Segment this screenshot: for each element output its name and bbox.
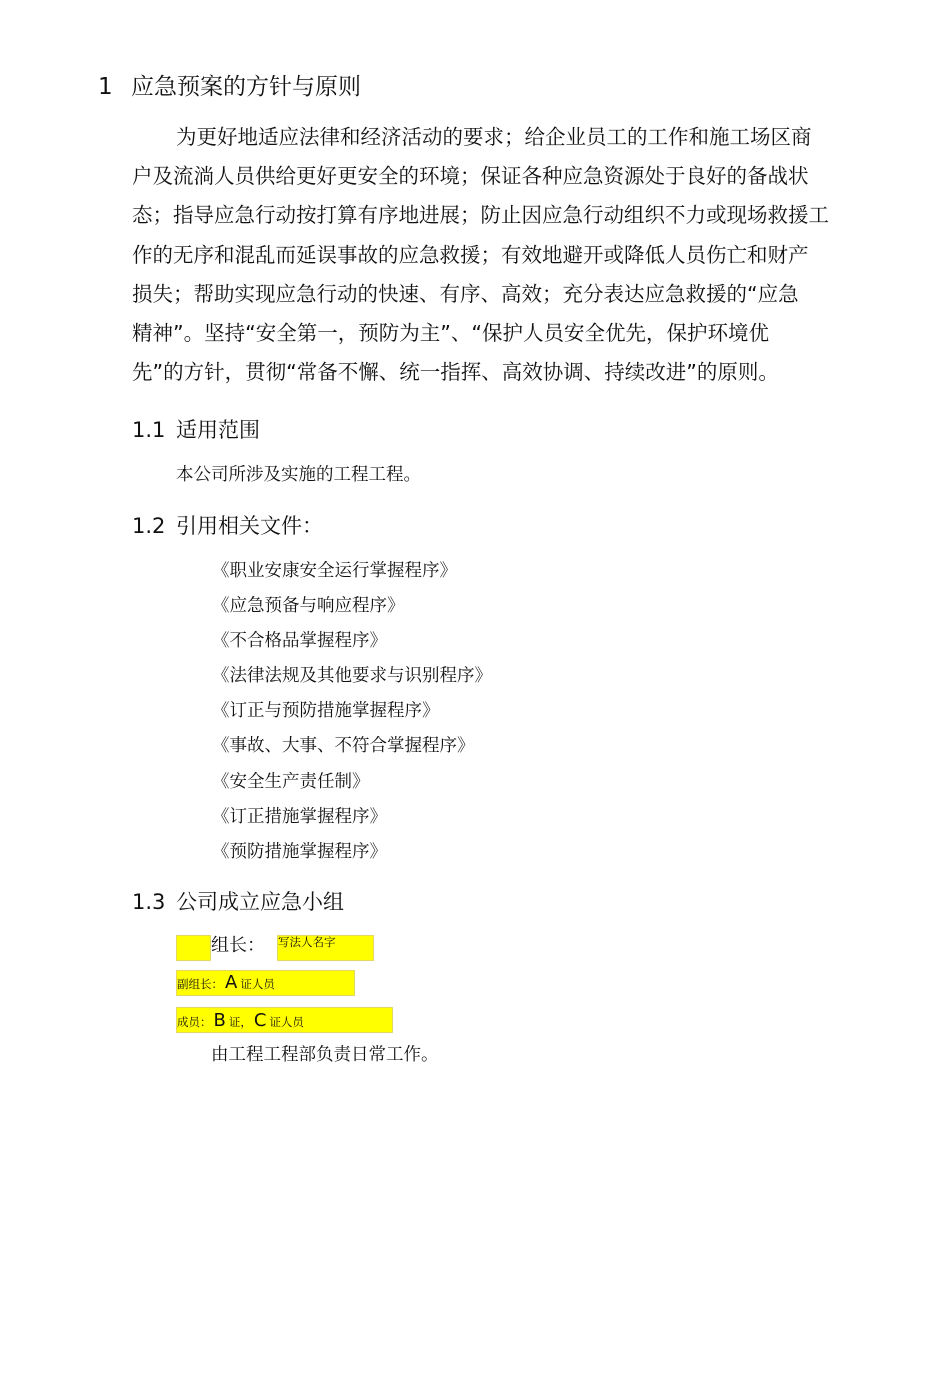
section-1-3-title: 公司成立应急小组: [176, 890, 344, 914]
list-item: 《订正与预防措施掌握程序》: [212, 701, 440, 722]
section-1-3-heading: [132, 886, 344, 918]
paragraph-line: 户及流淌人员供给更好更安全的环境；保证各种应急资源处于良好的备战状: [132, 164, 809, 189]
closing-text: 由工程工程部负责日常工作。: [211, 1045, 439, 1065]
paragraph-line: 态；指导应急行动按打算有序地进展；防止因应急行动组织不力或现场救援工: [132, 203, 829, 228]
section-1-paragraph: [132, 118, 872, 392]
list-item: 《预防措施掌握程序》: [212, 841, 387, 862]
list-item: 《法律法规及其他要求与识别程序》: [212, 666, 492, 687]
leader-label: 组长：: [211, 935, 265, 956]
list-item: 《不合格品掌握程序》: [212, 631, 387, 652]
deputy-row: [177, 970, 275, 997]
members-mid: 证，: [228, 1015, 252, 1029]
section-1-2-heading: [132, 510, 323, 542]
members-suffix: 证人员: [269, 1015, 304, 1029]
list-item: 《应急预备与响应程序》: [212, 596, 405, 617]
section-1-number: 1: [98, 74, 113, 100]
paragraph-line: 为更好地适应法律和经济活动的要求；给企业员工的工作和施工场区商: [176, 125, 812, 149]
leader-highlight-marker: [176, 935, 211, 961]
section-1-1-title: 适用范围: [176, 418, 260, 442]
section-1-heading: [98, 70, 361, 104]
section-1-title: 应急预案的方针与原则: [131, 74, 361, 100]
list-item: 《事故、大事、不符合掌握程序》: [212, 736, 475, 757]
section-1-1-number: 1.1: [132, 418, 166, 442]
section-1-2-title: 引用相关文件：: [176, 514, 323, 538]
deputy-letter: A: [225, 972, 238, 993]
paragraph-line: 精神”。坚持“安全第一，预防为主”、“保护人员安全优先，保护环境优: [132, 321, 769, 346]
deputy-label: 副组长：: [177, 977, 223, 991]
reference-documents-list: [212, 554, 492, 870]
members-letter-b: B: [213, 1010, 226, 1031]
list-item: 《安全生产责任制》: [212, 771, 370, 792]
paragraph-line: 作的无序和混乱而延误事故的应急救援；有效地避开或降低人员伤亡和财产: [132, 242, 809, 267]
members-letter-c: C: [253, 1010, 267, 1031]
members-label: 成员：: [177, 1015, 212, 1029]
section-1-3-number: 1.3: [132, 890, 166, 914]
section-1-1-heading: [132, 414, 260, 446]
members-row: [177, 1008, 304, 1035]
list-item: 《职业安康安全运行掌握程序》: [212, 561, 457, 581]
leader-value: 写法人名字: [278, 935, 336, 949]
paragraph-line: 先”的方针，贯彻“常备不懈、统一指挥、高效协调、持续改进”的原则。: [132, 360, 779, 385]
scope-text: 本公司所涉及实施的工程工程。: [176, 465, 421, 485]
list-item: 《订正措施掌握程序》: [212, 806, 387, 827]
deputy-suffix: 证人员: [240, 977, 275, 991]
section-1-2-number: 1.2: [132, 514, 166, 538]
paragraph-line: 损失；帮助实现应急行动的快速、有序、高效；充分表达应急救援的“应急: [132, 281, 799, 306]
